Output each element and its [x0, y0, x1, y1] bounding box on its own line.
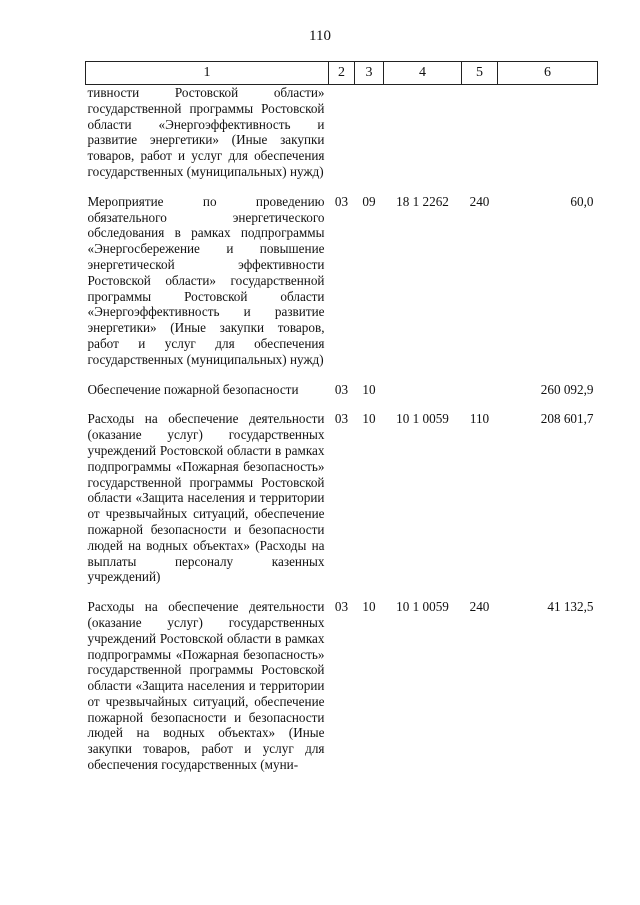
column-header-3: 3: [355, 62, 384, 85]
row-section-code: 03: [334, 411, 349, 427]
row-subsection-code: 09: [362, 193, 376, 209]
row-name: Мероприятие по проведению обязательного энергетического обследования в рамках подпрограммы «Энергосбережение и повышение энергетической эффективности Ростовской области» государственной программы Ростовской области «Энергоэффективность и развитие энергетики» (Иные закупки товаров, работ и услуг для обеспечения государственных (муниципальных) нужд): [87, 193, 325, 367]
row-name: тивности Ростовской области» государственной программы Ростовской области «Энергоэффективность и развитие энергетики» (Иные закупки товаров, работ и услуг для обеспечения государственных (муниципальных) нужд): [87, 85, 325, 179]
column-header-1: 1: [86, 62, 329, 85]
row-subsection-code: 10: [362, 411, 376, 427]
table-row: [86, 85, 598, 180]
column-header-6: 6: [498, 62, 598, 85]
row-target-code: [384, 85, 462, 180]
page-number: 110: [309, 28, 331, 44]
row-section-code: 03: [334, 193, 349, 209]
column-header-4: 4: [384, 62, 462, 85]
row-expense-type-code: 110: [469, 411, 490, 427]
row-expense-type-code: [462, 85, 498, 180]
row-section-code: [329, 85, 355, 180]
row-expense-type-code: 240: [469, 193, 490, 209]
row-target-code: 18 1 2262: [396, 193, 449, 209]
row-target-code: [384, 368, 462, 398]
row-subsection-code: 10: [362, 381, 376, 397]
row-amount: 41 132,5: [547, 599, 594, 615]
row-section-code: 03: [334, 381, 349, 397]
row-subsection-code: [355, 85, 384, 180]
table-row: [86, 397, 598, 585]
row-expense-type-code: [462, 368, 498, 398]
column-header-5: 5: [462, 62, 498, 85]
column-header-2: 2: [329, 62, 355, 85]
row-expense-type-code: 240: [469, 599, 490, 615]
row-name: Расходы на обеспечение деятельности (оказание услуг) государственных учреждений Ростовской области в рамках подпрограммы «Пожарная безопасность» государственной программы Ростовской области «Защита населения и территории от чрезвычайных ситуаций, обеспечение пожарной безопасности и безопасности людей на водных объектах» (Расходы на выплаты персоналу казенных учреждений): [87, 411, 325, 585]
row-name: Обеспечение пожарной безопасности: [87, 381, 299, 397]
table-row: [86, 585, 598, 773]
row-amount: 260 092,9: [540, 381, 594, 397]
row-amount: [498, 85, 598, 180]
row-target-code: 10 1 0059: [396, 599, 449, 615]
row-name: Расходы на обеспечение деятельности (оказание услуг) государственных учреждений Ростовской области в рамках подпрограммы «Пожарная безопасность» государственной программы Ростовской области «Защита населения и территории от чрезвычайных ситуаций, обеспечение пожарной безопасности и безопасности людей на водных объектах» (Иные закупки товаров, работ и услуг для обеспечения государственных (муни-: [87, 599, 325, 773]
row-amount: 60,0: [570, 193, 594, 209]
row-amount: 208 601,7: [540, 411, 594, 427]
table-header-row: [86, 62, 598, 85]
table-row: [86, 368, 598, 398]
row-target-code: 10 1 0059: [396, 411, 449, 427]
table-row: [86, 180, 598, 368]
row-section-code: 03: [334, 599, 349, 615]
budget-table: [85, 61, 598, 773]
row-subsection-code: 10: [362, 599, 376, 615]
